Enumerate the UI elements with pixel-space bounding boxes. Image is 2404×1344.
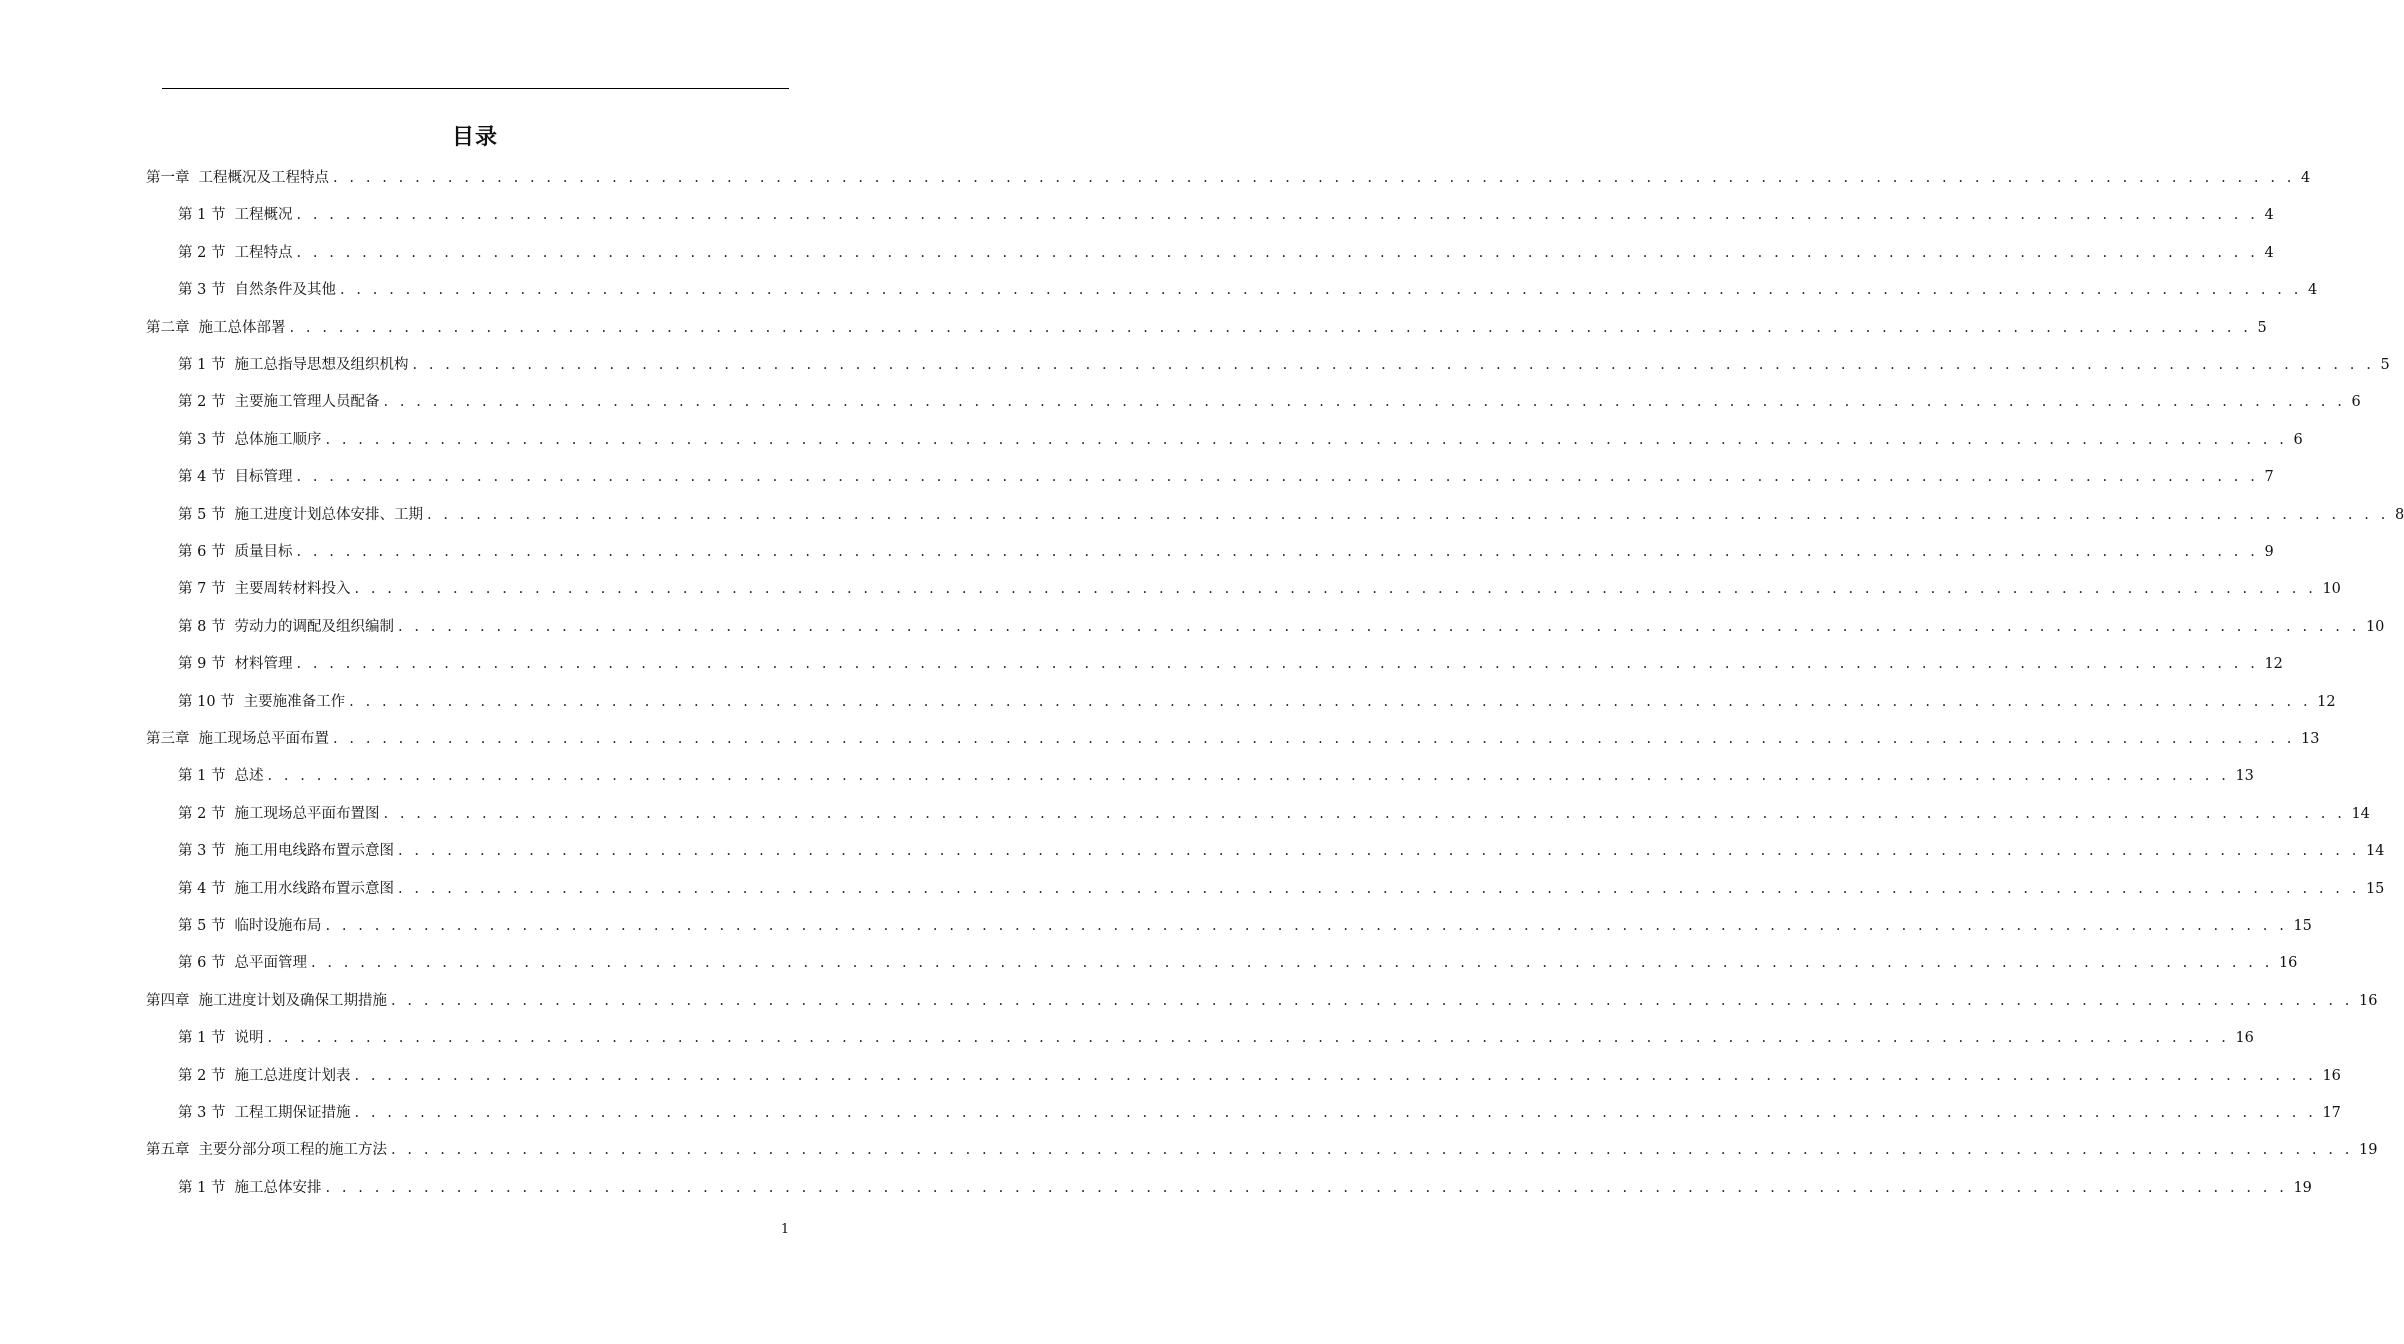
toc-section-entry[interactable]: [178, 911, 2312, 941]
toc-entry-page: 14: [2351, 805, 2370, 822]
toc-dot-leader: . . . . . . . . . . . . . . . . . . . . . . . . . . . . . . . . . . . . . . . . . . . . . . . . . . . . . . . . . . . . . . . . . . . . . . . . . . . . . . . . . . . . . . . . . . . . . . . . . . . . . . . . . . . . . . . . . . . . . . . .: [325, 431, 2288, 448]
toc-entry-page: 6: [2351, 394, 2361, 411]
toc-entry-title: 主要周转材料投入: [234, 581, 351, 598]
toc-dot-leader: . . . . . . . . . . . . . . . . . . . . . . . . . . . . . . . . . . . . . . . . . . . . . . . . . . . . . . . . . . . . . . . . . . . . . . . . . . . . . . . . . . . . . . . . . . . . . . . . . . . . . . . . . . . . . . . . . . . . . . . .: [325, 918, 2288, 934]
toc-entry-page: 16: [2322, 1067, 2341, 1084]
toc-entry-page: 14: [2365, 843, 2385, 860]
toc-entry-number: 第 4 节: [178, 469, 226, 486]
toc-dot-leader: . . . . . . . . . . . . . . . . . . . . . . . . . . . . . . . . . . . . . . . . . . . . . . . . . . . . . . . . . . . . . . . . . . . . . . . . . . . . . . . . . . . . . . . . . . . . . . . . . . . . . . . . . . . . . . . . . . . . . . . .: [296, 544, 2259, 560]
toc-chapter-entry[interactable]: [146, 313, 2267, 343]
toc-dot-leader: . . . . . . . . . . . . . . . . . . . . . . . . . . . . . . . . . . . . . . . . . . . . . . . . . . . . . . . . . . . . . . . . . . . . . . . . . . . . . . . . . . . . . . . . . . . . . . . . . . . . . . . . . . . . . . . . . . . . . . . .: [325, 1179, 2288, 1196]
toc-entry-title: 施工现场总平面布置图: [234, 805, 380, 822]
toc-entry-title: 总述: [234, 768, 264, 785]
toc-entry-page: 12: [2264, 656, 2283, 673]
toc-dot-leader: . . . . . . . . . . . . . . . . . . . . . . . . . . . . . . . . . . . . . . . . . . . . . . . . . . . . . . . . . . . . . . . . . . . . . . . . . . . . . . . . . . . . . . . . . . . . . . . . . . . . . . . . . . . . . . . . . . . . . . . .: [267, 768, 2230, 785]
toc-chapter-entry[interactable]: [146, 724, 2320, 754]
toc-entry-title: 工程概况: [234, 207, 293, 224]
toc-entry-number: 第 3 节: [178, 1105, 226, 1121]
toc-dot-leader: . . . . . . . . . . . . . . . . . . . . . . . . . . . . . . . . . . . . . . . . . . . . . . . . . . . . . . . . . . . . . . . . . . . . . . . . . . . . . . . . . . . . . . . . . . . . . . . . . . . . . . . . . . . . . . . . . . . . . . . .: [333, 170, 2295, 186]
toc-entry-page: 16: [2235, 1030, 2254, 1047]
toc-entry-number: 第 1 节: [178, 357, 226, 373]
toc-dot-leader: . . . . . . . . . . . . . . . . . . . . . . . . . . . . . . . . . . . . . . . . . . . . . . . . . . . . . . . . . . . . . . . . . . . . . . . . . . . . . . . . . . . . . . . . . . . . . . . . . . . . . . . . . . . . . . . . . . . . . . . .: [267, 1030, 2230, 1047]
toc-entry-number: 第四章: [146, 992, 190, 1009]
toc-section-entry[interactable]: [178, 1023, 2254, 1053]
toc-entry-page: 8: [2394, 506, 2404, 523]
toc-dot-leader: . . . . . . . . . . . . . . . . . . . . . . . . . . . . . . . . . . . . . . . . . . . . . . . . . . . . . . . . . . . . . . . . . . . . . . . . . . . . . . . . . . . . . . . . . . . . . . . . . . . . . . . . . . . . . . . . . . . . . . . .: [296, 656, 2259, 673]
page-title: 目录: [451, 125, 498, 150]
toc-dot-leader: . . . . . . . . . . . . . . . . . . . . . . . . . . . . . . . . . . . . . . . . . . . . . . . . . . . . . . . . . . . . . . . . . . . . . . . . . . . . . . . . . . . . . . . . . . . . . . . . . . . . . . . . . . . . . . . . . . . . . . . .: [391, 1142, 2353, 1159]
toc-section-entry[interactable]: [178, 500, 2404, 530]
toc-entry-number: 第 1 节: [178, 1179, 226, 1196]
toc-entry-title: 总平面管理: [234, 955, 307, 972]
toc-entry-number: 第 1 节: [178, 1030, 226, 1047]
toc-entry-title: 施工用水线路布置示意图: [234, 880, 394, 897]
toc-entry-number: 第 3 节: [178, 843, 226, 860]
toc-entry-title: 主要施准备工作: [243, 693, 346, 710]
toc-entry-number: 第二章: [146, 319, 190, 336]
toc-entry-title: 临时设施布局: [234, 918, 322, 934]
toc-section-entry[interactable]: [178, 948, 2298, 978]
toc-entry-title: 施工总进度计划表: [234, 1067, 351, 1084]
toc-entry-number: 第 6 节: [178, 955, 226, 972]
toc-section-entry[interactable]: [178, 1061, 2341, 1091]
toc-entry-number: 第 3 节: [178, 431, 226, 448]
toc-entry-number: 第 5 节: [178, 506, 226, 523]
toc-entry-page: 5: [2380, 357, 2390, 373]
toc-dot-leader: . . . . . . . . . . . . . . . . . . . . . . . . . . . . . . . . . . . . . . . . . . . . . . . . . . . . . . . . . . . . . . . . . . . . . . . . . . . . . . . . . . . . . . . . . . . . . . . . . . . . . . . . . . . . . . . . . . . . . . . .: [349, 693, 2312, 710]
toc-section-entry[interactable]: [178, 537, 2274, 567]
toc-chapter-entry[interactable]: [146, 986, 2378, 1016]
toc-entry-page: 17: [2322, 1105, 2341, 1121]
toc-entry-title: 工程概况及工程特点: [198, 170, 329, 186]
toc-section-entry[interactable]: [178, 874, 2385, 904]
toc-dot-leader: . . . . . . . . . . . . . . . . . . . . . . . . . . . . . . . . . . . . . . . . . . . . . . . . . . . . . . . . . . . . . . . . . . . . . . . . . . . . . . . . . . . . . . . . . . . . . . . . . . . . . . . . . . . . . . . . . . . . . . . .: [397, 880, 2360, 897]
toc-entry-number: 第 8 节: [178, 618, 226, 635]
toc-entry-title: 施工总指导思想及组织机构: [234, 357, 409, 373]
toc-entry-number: 第 2 节: [178, 244, 226, 261]
toc-entry-number: 第 10 节: [178, 693, 235, 710]
toc-dot-leader: . . . . . . . . . . . . . . . . . . . . . . . . . . . . . . . . . . . . . . . . . . . . . . . . . . . . . . . . . . . . . . . . . . . . . . . . . . . . . . . . . . . . . . . . . . . . . . . . . . . . . . . . . . . . . . . . . . . . . . . .: [296, 469, 2259, 486]
toc-entry-page: 6: [2293, 431, 2303, 448]
toc-entry-number: 第 3 节: [178, 282, 226, 299]
toc-entry-title: 工程工期保证措施: [234, 1105, 351, 1121]
toc-entry-number: 第一章: [146, 170, 190, 186]
page-number: 1: [780, 1222, 790, 1237]
toc-entry-number: 第 5 节: [178, 918, 226, 934]
toc-entry-page: 13: [2300, 731, 2320, 747]
toc-entry-number: 第 7 节: [178, 581, 226, 598]
toc-section-entry[interactable]: [178, 1098, 2341, 1128]
toc-entry-title: 主要分部分项工程的施工方法: [198, 1142, 387, 1159]
toc-entry-title: 主要施工管理人员配备: [234, 394, 380, 411]
toc-dot-leader: . . . . . . . . . . . . . . . . . . . . . . . . . . . . . . . . . . . . . . . . . . . . . . . . . . . . . . . . . . . . . . . . . . . . . . . . . . . . . . . . . . . . . . . . . . . . . . . . . . . . . . . . . . . . . . . . . . . . . . . .: [354, 1067, 2317, 1084]
toc-entry-page: 15: [2293, 918, 2312, 934]
toc-entry-page: 10: [2322, 581, 2341, 598]
toc-dot-leader: . . . . . . . . . . . . . . . . . . . . . . . . . . . . . . . . . . . . . . . . . . . . . . . . . . . . . . . . . . . . . . . . . . . . . . . . . . . . . . . . . . . . . . . . . . . . . . . . . . . . . . . . . . . . . . . . . . . . . . . .: [412, 357, 2375, 373]
toc-entry-title: 施工进度计划及确保工期措施: [198, 992, 387, 1009]
toc-section-entry[interactable]: [178, 836, 2385, 866]
toc-entry-page: 12: [2317, 693, 2336, 710]
toc-dot-leader: . . . . . . . . . . . . . . . . . . . . . . . . . . . . . . . . . . . . . . . . . . . . . . . . . . . . . . . . . . . . . . . . . . . . . . . . . . . . . . . . . . . . . . . . . . . . . . . . . . . . . . . . . . . . . . . . . . . . . . . .: [339, 282, 2302, 299]
toc-entry-title: 施工用电线路布置示意图: [234, 843, 394, 860]
toc-section-entry[interactable]: [178, 1173, 2312, 1203]
toc-entry-page: 4: [2264, 207, 2274, 224]
toc-section-entry[interactable]: [178, 687, 2336, 717]
toc-dot-leader: . . . . . . . . . . . . . . . . . . . . . . . . . . . . . . . . . . . . . . . . . . . . . . . . . . . . . . . . . . . . . . . . . . . . . . . . . . . . . . . . . . . . . . . . . . . . . . . . . . . . . . . . . . . . . . . . . . . . . . . .: [310, 955, 2273, 972]
toc-dot-leader: . . . . . . . . . . . . . . . . . . . . . . . . . . . . . . . . . . . . . . . . . . . . . . . . . . . . . . . . . . . . . . . . . . . . . . . . . . . . . . . . . . . . . . . . . . . . . . . . . . . . . . . . . . . . . . . . . . . . . . . .: [397, 843, 2360, 860]
toc-entry-number: 第 2 节: [178, 394, 226, 411]
toc-entry-page: 4: [2300, 170, 2311, 186]
toc-section-entry[interactable]: [178, 275, 2318, 305]
toc-entry-title: 施工进度计划总体安排、工期: [234, 506, 423, 523]
toc-entry-title: 说明: [234, 1030, 264, 1047]
toc-section-entry[interactable]: [178, 574, 2341, 604]
toc-dot-leader: . . . . . . . . . . . . . . . . . . . . . . . . . . . . . . . . . . . . . . . . . . . . . . . . . . . . . . . . . . . . . . . . . . . . . . . . . . . . . . . . . . . . . . . . . . . . . . . . . . . . . . . . . . . . . . . . . . . . . . . .: [333, 731, 2295, 747]
toc-section-entry[interactable]: [178, 649, 2283, 679]
toc-section-entry[interactable]: [178, 425, 2303, 455]
toc-entry-page: 5: [2257, 319, 2267, 336]
toc-dot-leader: . . . . . . . . . . . . . . . . . . . . . . . . . . . . . . . . . . . . . . . . . . . . . . . . . . . . . . . . . . . . . . . . . . . . . . . . . . . . . . . . . . . . . . . . . . . . . . . . . . . . . . . . . . . . . . . . . . . . . . . .: [391, 992, 2353, 1009]
toc-entry-page: 19: [2293, 1179, 2312, 1196]
toc-dot-leader: . . . . . . . . . . . . . . . . . . . . . . . . . . . . . . . . . . . . . . . . . . . . . . . . . . . . . . . . . . . . . . . . . . . . . . . . . . . . . . . . . . . . . . . . . . . . . . . . . . . . . . . . . . . . . . . . . . . . . . . .: [397, 618, 2360, 635]
toc-entry-page: 7: [2264, 469, 2274, 486]
toc-entry-title: 材料管理: [234, 656, 293, 673]
toc-dot-leader: . . . . . . . . . . . . . . . . . . . . . . . . . . . . . . . . . . . . . . . . . . . . . . . . . . . . . . . . . . . . . . . . . . . . . . . . . . . . . . . . . . . . . . . . . . . . . . . . . . . . . . . . . . . . . . . . . . . . . . . .: [383, 394, 2346, 411]
toc-dot-leader: . . . . . . . . . . . . . . . . . . . . . . . . . . . . . . . . . . . . . . . . . . . . . . . . . . . . . . . . . . . . . . . . . . . . . . . . . . . . . . . . . . . . . . . . . . . . . . . . . . . . . . . . . . . . . . . . . . . . . . . .: [296, 207, 2259, 224]
toc-section-entry[interactable]: [178, 761, 2254, 791]
toc-entry-page: 15: [2365, 880, 2385, 897]
toc-entry-page: 4: [2307, 282, 2318, 299]
toc-entry-number: 第五章: [146, 1142, 190, 1159]
toc-section-entry[interactable]: [178, 350, 2390, 380]
toc-entry-title: 工程特点: [234, 244, 293, 261]
toc-entry-page: 16: [2358, 992, 2378, 1009]
toc-dot-leader: . . . . . . . . . . . . . . . . . . . . . . . . . . . . . . . . . . . . . . . . . . . . . . . . . . . . . . . . . . . . . . . . . . . . . . . . . . . . . . . . . . . . . . . . . . . . . . . . . . . . . . . . . . . . . . . . . . . . . . . .: [354, 1105, 2317, 1121]
toc-entry-number: 第 6 节: [178, 544, 226, 560]
toc-entry-number: 第 2 节: [178, 1067, 226, 1084]
toc-dot-leader: . . . . . . . . . . . . . . . . . . . . . . . . . . . . . . . . . . . . . . . . . . . . . . . . . . . . . . . . . . . . . . . . . . . . . . . . . . . . . . . . . . . . . . . . . . . . . . . . . . . . . . . . . . . . . . . . . . . . . . . .: [289, 319, 2252, 336]
toc-entry-number: 第 4 节: [178, 880, 226, 897]
toc-entry-number: 第三章: [146, 731, 190, 747]
toc-entry-page: 4: [2264, 244, 2274, 261]
header-rule: [162, 88, 789, 89]
toc-section-entry[interactable]: [178, 462, 2274, 492]
toc-entry-number: 第 1 节: [178, 768, 226, 785]
toc-entry-title: 施工总体部署: [198, 319, 286, 336]
toc-chapter-entry[interactable]: [146, 1135, 2378, 1165]
toc-dot-leader: . . . . . . . . . . . . . . . . . . . . . . . . . . . . . . . . . . . . . . . . . . . . . . . . . . . . . . . . . . . . . . . . . . . . . . . . . . . . . . . . . . . . . . . . . . . . . . . . . . . . . . . . . . . . . . . . . . . . . . . .: [383, 805, 2346, 822]
toc-section-entry[interactable]: [178, 612, 2385, 642]
toc-entry-number: 第 1 节: [178, 207, 226, 224]
toc-entry-page: 9: [2264, 544, 2274, 560]
toc-entry-number: 第 9 节: [178, 656, 226, 673]
toc-section-entry[interactable]: [178, 238, 2274, 268]
toc-entry-title: 质量目标: [234, 544, 293, 560]
toc-entry-page: 19: [2358, 1142, 2378, 1159]
toc-entry-title: 自然条件及其他: [234, 282, 336, 299]
toc-entry-number: 第 2 节: [178, 805, 226, 822]
toc-entry-title: 劳动力的调配及组织编制: [234, 618, 394, 635]
toc-entry-title: 目标管理: [234, 469, 293, 486]
toc-entry-page: 16: [2278, 955, 2298, 972]
toc-section-entry[interactable]: [178, 200, 2274, 230]
toc-dot-leader: . . . . . . . . . . . . . . . . . . . . . . . . . . . . . . . . . . . . . . . . . . . . . . . . . . . . . . . . . . . . . . . . . . . . . . . . . . . . . . . . . . . . . . . . . . . . . . . . . . . . . . . . . . . . . . . . . . . . . . . .: [296, 244, 2259, 261]
toc-section-entry[interactable]: [178, 387, 2361, 417]
toc-entry-page: 10: [2365, 618, 2385, 635]
toc-dot-leader: . . . . . . . . . . . . . . . . . . . . . . . . . . . . . . . . . . . . . . . . . . . . . . . . . . . . . . . . . . . . . . . . . . . . . . . . . . . . . . . . . . . . . . . . . . . . . . . . . . . . . . . . . . . . . . . . . . . . . . . .: [354, 581, 2317, 598]
toc-section-entry[interactable]: [178, 799, 2370, 829]
toc-chapter-entry[interactable]: [146, 163, 2311, 193]
toc-dot-leader: . . . . . . . . . . . . . . . . . . . . . . . . . . . . . . . . . . . . . . . . . . . . . . . . . . . . . . . . . . . . . . . . . . . . . . . . . . . . . . . . . . . . . . . . . . . . . . . . . . . . . . . . . . . . . . . . . . . . . . . .: [426, 506, 2389, 523]
toc-entry-page: 13: [2235, 768, 2254, 785]
toc-entry-title: 施工总体安排: [234, 1179, 322, 1196]
toc-entry-title: 总体施工顺序: [234, 431, 322, 448]
toc-entry-title: 施工现场总平面布置: [198, 731, 329, 747]
